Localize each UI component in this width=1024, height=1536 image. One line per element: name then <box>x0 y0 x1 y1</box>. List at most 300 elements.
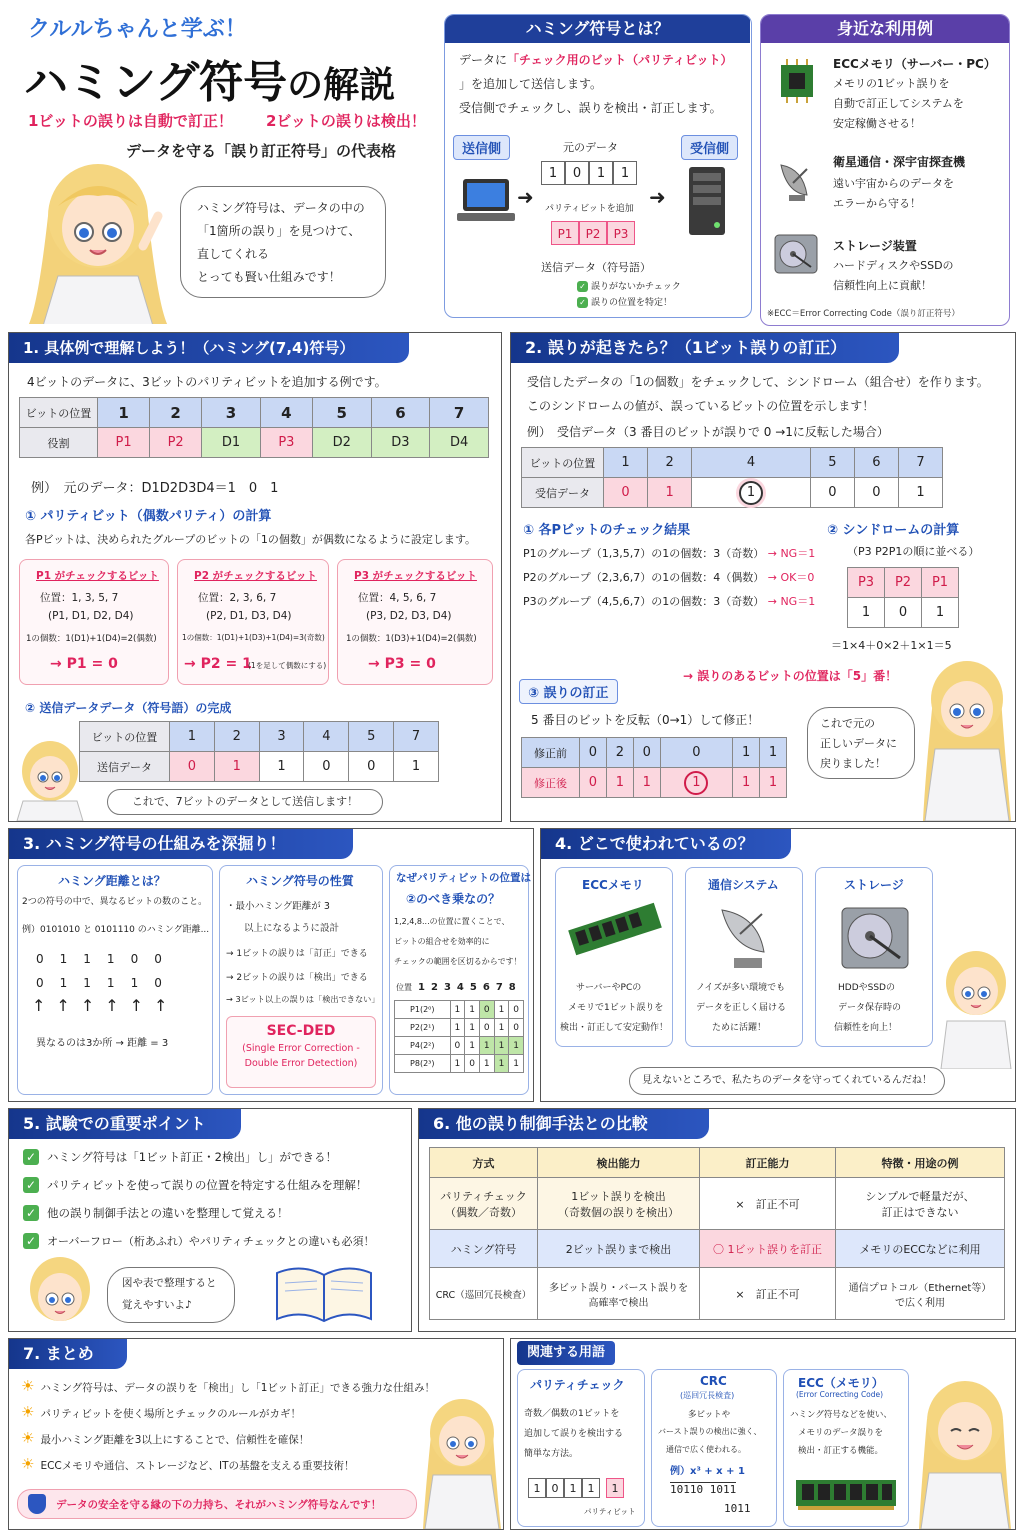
table-row <box>395 1037 524 1055</box>
parity-cell: P3 <box>607 221 635 245</box>
table-row <box>20 398 489 428</box>
fixed-bit: 1 <box>684 771 708 795</box>
table-cell: 1 <box>733 738 760 768</box>
table-cell: 0 <box>509 1019 524 1037</box>
section-6-header: 6. 他の誤り制御手法との比較 <box>419 1109 709 1139</box>
check-icon: ✓ <box>23 1177 39 1193</box>
character-illustration <box>421 1395 503 1529</box>
s2-desc-2: このシンドロームの値が、誤っているビットの位置を示します！ <box>527 399 875 413</box>
bit: 0 <box>36 952 44 966</box>
s1-sub1: ① パリティビット（偶数パリティ）の計算 <box>25 509 272 524</box>
correction-table <box>521 737 787 798</box>
card-desc: 検出・訂正して安定動作！ <box>560 1023 669 1033</box>
table-cell: 1 <box>494 1001 509 1019</box>
table-cell: 1 <box>465 1037 480 1055</box>
table-cell: 1 <box>98 398 150 428</box>
parity-card-p3 <box>337 559 493 685</box>
cell-line: で広く利用 <box>895 1297 945 1309</box>
character-illustration <box>919 659 1015 821</box>
pos: 5 <box>469 982 477 993</box>
up-arrows-icon: ↑↑↑↑↑↑ <box>32 996 179 1015</box>
card-desc: サーバーやPCの <box>576 983 642 993</box>
table-cell: 0 <box>660 738 732 768</box>
terms-header: 関連する用語 <box>517 1341 615 1365</box>
table-cell <box>538 1230 700 1268</box>
about-desc-1a: データに <box>459 53 508 67</box>
s2-example: 例） 受信データ（3 番目のビットが誤りで 0 →1に反転した場合） <box>527 425 889 439</box>
bubble-line: 図や表で整理すると <box>122 1277 217 1289</box>
table-cell: 0 <box>604 478 648 508</box>
exam-point <box>23 1177 367 1193</box>
column-header: 検出能力 <box>538 1148 700 1178</box>
card-title: P1 がチェックするビット <box>36 570 159 582</box>
card-sub: (Error Correcting Code) <box>796 1390 884 1399</box>
table-row <box>395 1055 524 1073</box>
table-cell: 0 <box>479 1019 494 1037</box>
card-desc: メモリのデータ誤りを <box>798 1428 884 1438</box>
bubble-line: これで元の <box>820 717 875 730</box>
s5-speech-bubble <box>107 1267 235 1323</box>
table-cell: P2 <box>885 568 922 598</box>
table-cell: 1 <box>259 752 304 782</box>
orig-data-label: 元のデータ <box>563 141 618 154</box>
card-result: → P1 = 0 <box>50 656 118 672</box>
table-cell: 2 <box>606 738 633 768</box>
power-of-two-card <box>389 865 532 1095</box>
table-cell: 5 <box>810 448 854 478</box>
use-item-desc: エラーから守る！ <box>833 197 921 210</box>
card-title: ECC（メモリ） <box>798 1376 884 1390</box>
sec-ded-sub: Double Error Detection) <box>244 1058 358 1069</box>
exam-point <box>23 1149 337 1165</box>
section-3-panel <box>8 828 534 1102</box>
table-cell: 1 <box>494 1019 509 1037</box>
s2-sub2-desc: （P3 P2P1の順に並べる） <box>847 545 980 558</box>
table-row <box>430 1178 1005 1230</box>
table-row-label: 送信データ <box>80 752 170 782</box>
sun-icon: ☀ <box>21 1403 35 1421</box>
card-desc: ために活躍！ <box>712 1023 767 1033</box>
table-row <box>80 752 439 782</box>
check-line <box>523 569 814 585</box>
use-card-comm <box>685 867 803 1047</box>
pos-label: 位置 <box>396 983 412 992</box>
card-desc: 追加して誤りを検出する <box>524 1429 624 1439</box>
summary-text: 最小ハミング距離を3以上にすることで、信頼性を確保！ <box>40 1434 310 1446</box>
card-desc: ハミング符号などを使い、 <box>790 1410 892 1420</box>
check-text: 誤りの位置を特定！ <box>591 298 673 308</box>
summary-footer <box>17 1489 417 1519</box>
use-item-desc: メモリの1ビット誤りを <box>833 77 950 90</box>
table-cell: D2 <box>312 428 371 458</box>
section-5-header: 5. 試験での重要ポイント <box>9 1109 241 1139</box>
exam-point-text: 他の誤り制御手法との違いを整理して覚える！ <box>47 1206 289 1220</box>
table-row-label: 受信データ <box>522 478 604 508</box>
table-cell: 0 <box>509 1001 524 1019</box>
title-panel <box>8 6 438 324</box>
cell-line: シンプルで軽量だが、 <box>865 1189 975 1203</box>
satellite-dish-icon <box>714 902 778 974</box>
section-1-header: 1. 具体例で理解しよう！（ハミング(7,4)符号） <box>9 333 409 363</box>
table-cell: 1 <box>170 722 215 752</box>
character-illustration <box>915 1379 1015 1529</box>
bubble-line: 「1箇所の誤り」を見つけて、 <box>197 224 361 238</box>
bubble-line: 正しいデータに <box>820 737 897 750</box>
table-row <box>522 738 787 768</box>
table-row-label: ビットの位置 <box>80 722 170 752</box>
use-item-desc: 信頼性向上に貢献！ <box>833 279 932 292</box>
use-item-desc: 遠い宇宙からのデータを <box>833 177 954 190</box>
table-row-label: ビットの位置 <box>20 398 98 428</box>
card-desc: チェックの範囲を区切るからです！ <box>394 957 522 966</box>
table-cell: D4 <box>430 428 489 458</box>
table-cell <box>430 1268 538 1320</box>
table-cell: 1 <box>509 1037 524 1055</box>
table-row <box>848 568 959 598</box>
card-title: なぜパリティビットの位置は <box>396 872 532 884</box>
table-cell: 1 <box>479 1037 494 1055</box>
cell-line: 1ビット誤りを検出 <box>571 1189 666 1203</box>
cell-line: 2ビット誤りまで検出 <box>565 1242 672 1256</box>
main-title-a: ハミング符号 <box>24 57 288 108</box>
table-cell: 0 <box>304 752 349 782</box>
s1-intro: 4ビットのデータに、3ビットのパリティビットを追加する例です。 <box>27 375 387 389</box>
bubble-line: 戻りました！ <box>820 757 886 770</box>
table-cell: 6 <box>371 398 430 428</box>
table-cell <box>700 1230 836 1268</box>
use-item-name: 衛星通信・深宇宙探査機 <box>833 155 966 169</box>
card-sub: (巡回冗長検査) <box>680 1391 735 1400</box>
open-book-icon <box>271 1259 377 1325</box>
table-cell: 1 <box>465 1001 480 1019</box>
card-pos: 位置：2, 3, 6, 7 <box>198 592 277 604</box>
section-6-panel <box>418 1108 1016 1332</box>
summary-item <box>21 1403 301 1421</box>
tagline-1: 1ビットの誤りは自動で訂正！ <box>28 112 233 130</box>
table-row <box>395 1019 524 1037</box>
table-cell: 5 <box>349 722 394 752</box>
section-2-panel <box>510 332 1016 822</box>
table-cell: 5 <box>312 398 371 428</box>
memory-module-icon <box>794 1474 898 1514</box>
term-card-crc <box>651 1369 777 1527</box>
table-cell: 0 <box>633 738 660 768</box>
use-card-ecc <box>555 867 673 1047</box>
tagline-2: 2ビットの誤りは検出！ <box>266 112 426 130</box>
card-pos: 位置：1, 3, 5, 7 <box>40 592 119 604</box>
card-desc: 2つの符号の中で、異なるビットの数のこと。 <box>22 897 208 907</box>
uses-note: ※ECC＝Error Correcting Code（誤り訂正符号） <box>767 309 960 319</box>
card-desc: 多ビットや <box>688 1410 731 1420</box>
table-cell: 4 <box>692 448 811 478</box>
cell-line: （偶数／奇数） <box>445 1205 522 1219</box>
table-row-label: 修正後 <box>522 768 580 798</box>
use-item-desc: 安定稼働させる！ <box>833 117 921 130</box>
pos: 4 <box>456 982 464 993</box>
table-cell: 0 <box>580 738 607 768</box>
bit: 1 <box>106 976 115 990</box>
section-5-panel <box>8 1108 412 1332</box>
section-7-panel <box>8 1338 504 1530</box>
check-result: → NG＝1 <box>767 595 816 608</box>
table-cell: 1 <box>494 1037 509 1055</box>
table-row <box>20 428 489 458</box>
table-cell: 1 <box>760 738 787 768</box>
laptop-icon <box>457 175 515 225</box>
pos: 7 <box>495 982 503 993</box>
section-4-header: 4. どこで使われているの？ <box>541 829 791 859</box>
about-panel <box>444 14 752 318</box>
summary-item <box>21 1429 309 1447</box>
pos: 8 <box>508 982 516 993</box>
arrow-right-icon: ➜ <box>517 185 534 209</box>
cell-line: 高確率で検出 <box>588 1297 649 1309</box>
table-cell: 0 <box>810 478 854 508</box>
s1-sub2: ② 送信データデータ（符号語）の完成 <box>25 701 232 715</box>
sec-ded-sub: (Single Error Correction - <box>242 1043 360 1054</box>
bit: 1 <box>59 952 68 966</box>
check-line-2 <box>577 295 672 308</box>
table-cell: 2 <box>214 722 259 752</box>
card-title: ECCメモリ <box>582 878 644 892</box>
hard-disk-icon <box>771 229 821 279</box>
card-desc: ノイズが多い環境でも <box>696 983 786 993</box>
card-pos: 位置：4, 5, 6, 7 <box>358 592 437 604</box>
table-cell: 1 <box>648 478 692 508</box>
about-desc-2: 受信側でチェックし、誤りを検出・訂正します。 <box>459 101 722 115</box>
check-icon: ✓ <box>23 1205 39 1221</box>
exam-point-text: ハミング符号は「1ビット訂正・2検出」し」ができる！ <box>47 1150 337 1164</box>
table-cell: 3 <box>259 722 304 752</box>
column-header: 特徴・用途の例 <box>836 1148 1005 1178</box>
table-row <box>522 768 787 798</box>
check-result: → NG＝1 <box>767 547 816 560</box>
table-cell: P1 <box>922 568 959 598</box>
parity-cell: P2 <box>579 221 607 245</box>
check-line <box>523 593 815 609</box>
card-desc: バースト誤りの検出に強く、 <box>658 1427 762 1436</box>
table-cell <box>538 1268 700 1320</box>
section-2-header: 2. 誤りが起きたら？（1ビット誤りの訂正） <box>511 333 899 363</box>
position-header <box>396 982 516 993</box>
character-illustration <box>937 949 1015 1069</box>
card-title: P3 がチェックするビット <box>354 570 477 582</box>
table-cell: 0 <box>854 478 898 508</box>
comparison-table <box>429 1147 1005 1320</box>
power-table <box>394 1000 524 1073</box>
parity-bits <box>551 221 635 245</box>
section-3-header: 3. ハミング符号の仕組みを深掘り！ <box>9 829 353 859</box>
table-cell: 7 <box>898 448 942 478</box>
table-cell: 0 <box>580 768 607 798</box>
check-icon: ✓ <box>23 1149 39 1165</box>
card-example: 例）0101010 と 0101110 のハミング距離... <box>22 925 210 935</box>
section-7-header: 7. まとめ <box>9 1339 127 1369</box>
table-cell-error <box>692 478 811 508</box>
summary-text: ECCメモリや通信、ストレージなど、ITの基盤を支える重要技術！ <box>40 1460 355 1472</box>
chip-icon <box>773 57 821 105</box>
card-title: ストレージ <box>844 878 904 892</box>
parity-card-p2 <box>177 559 329 685</box>
check-text: P3のグループ（4,5,6,7）の1の個数：3（奇数） <box>523 595 765 608</box>
bit-row-2 <box>36 976 162 990</box>
term-card-parity <box>517 1369 645 1527</box>
main-title <box>24 46 395 110</box>
table-cell: 1 <box>214 752 259 782</box>
use-item-desc: 自動で訂正してシステムを <box>833 97 964 110</box>
card-desc: データ保存時の <box>838 1003 902 1013</box>
table-cell: 0 <box>349 752 394 782</box>
prop-line: ・最小ハミング距離が 3 <box>226 901 330 912</box>
card-title: パリティチェック <box>530 1378 625 1392</box>
card-desc: 検出・訂正する機能。 <box>798 1446 884 1456</box>
s2-sub3: ③ 誤りの訂正 <box>519 679 618 704</box>
table-cell: 1 <box>848 598 885 628</box>
card-desc: 簡単な方法。 <box>524 1449 579 1459</box>
bit: 0 <box>154 976 162 990</box>
cell-line: CRC（巡回冗長検査） <box>435 1289 532 1301</box>
card-title: P2 がチェックするビット <box>194 570 317 582</box>
summary-text: ハミング符号は、データの誤りを「検出」し「1ビット訂正」できる強力な仕組み！ <box>40 1382 436 1394</box>
crc-example: 例）x³ + x + 1 <box>670 1466 745 1477</box>
table-row-label: P4(2²) <box>395 1037 451 1055</box>
received-data-table <box>521 447 943 508</box>
bubble-line: とっても賢い仕組みです！ <box>197 270 341 284</box>
error-bit: 1 <box>739 481 763 505</box>
exam-point-text: パリティビットを使って誤りの位置を特定する仕組みを理解！ <box>47 1178 368 1192</box>
use-item-name: ECCメモリ（サーバー・PC） <box>833 57 996 71</box>
card-title: ②のべき乗なの？ <box>406 892 501 906</box>
character-illustration <box>19 1255 101 1331</box>
table-cell: 4 <box>304 722 349 752</box>
card-count: 1の個数：1(D3)+1(D4)=2(偶数) <box>346 634 477 644</box>
table-cell: P1 <box>98 428 150 458</box>
table-cell: 1 <box>394 752 439 782</box>
card-desc: 奇数／偶数の1ビットを <box>524 1409 620 1419</box>
table-cell: 1 <box>509 1055 524 1073</box>
summary-item <box>21 1455 355 1473</box>
parity-card-p1 <box>19 559 169 685</box>
hamming-properties-card <box>219 865 383 1095</box>
section-4-panel <box>540 828 1016 1102</box>
bit-role-table <box>19 397 489 458</box>
table-row <box>848 598 959 628</box>
memory-module-icon <box>568 902 662 962</box>
sent-data-table <box>79 721 439 782</box>
card-result: → P2 = 1 <box>184 656 252 672</box>
card-title: ハミング符号の性質 <box>246 874 354 888</box>
bit: 1 <box>83 976 91 990</box>
card-title: CRC <box>700 1374 727 1388</box>
card-desc: HDDやSSDの <box>838 983 895 993</box>
card-desc: ビットの組合せを効率的に <box>394 937 490 946</box>
table-cell: P3 <box>260 428 312 458</box>
bubble-line: 直してくれる <box>197 247 270 261</box>
card-desc: データを正しく届ける <box>696 1003 787 1013</box>
table-cell: 1 <box>606 768 633 798</box>
card-bits: (P1, D1, D2, D4) <box>48 610 134 622</box>
receiver-label: 受信側 <box>681 135 738 160</box>
table-row <box>80 722 439 752</box>
table-cell: 1 <box>922 598 959 628</box>
check-icon: ✓ <box>23 1233 39 1249</box>
cell-line: パリティチェック <box>440 1189 527 1203</box>
table-cell: 0 <box>885 598 922 628</box>
card-title: ハミング距離とは？ <box>58 874 166 888</box>
satellite-dish-icon <box>773 155 821 203</box>
card-count: 1の個数：1(D1)+1(D4)=2(偶数) <box>26 634 157 644</box>
terms-panel <box>510 1338 1016 1530</box>
bit: 1 <box>130 976 139 990</box>
table-cell: P2 <box>150 428 202 458</box>
table-cell: D3 <box>371 428 430 458</box>
main-title-b: の解説 <box>287 65 396 106</box>
table-cell: 4 <box>260 398 312 428</box>
summary-text: パリティビットを使く場所とチェックのルールがカギ！ <box>40 1408 301 1420</box>
table-cell: 1 <box>479 1055 494 1073</box>
crc-row-2: 1011 <box>724 1502 751 1515</box>
s2-result: → 誤りのあるビットの位置は「5」番！ <box>683 669 898 683</box>
bit-cell: 1 <box>582 1478 600 1498</box>
bubble-line: ハミング符号は、データの中の <box>197 201 365 215</box>
s1-speech-bubble: これで、7ビットのデータとして送信します！ <box>107 789 383 815</box>
check-line-1 <box>577 279 681 292</box>
card-note: (1を足して偶数にする) <box>248 661 327 670</box>
table-row-label: ビットの位置 <box>522 448 604 478</box>
bit-cell: 1 <box>589 161 613 185</box>
footer-text: データの安全を守る縁の下の力持ち、それがハミング符号なんです！ <box>56 1499 382 1511</box>
bit-cell: 1 <box>613 161 637 185</box>
intro-speech-bubble <box>180 186 386 298</box>
prop-line: 以上になるように設計 <box>244 923 340 934</box>
use-card-storage <box>815 867 933 1047</box>
table-row-label: P8(2³) <box>395 1055 451 1073</box>
title-line1: クルルちゃんと学ぶ！ <box>28 17 247 42</box>
bubble-line: 覚えやすいよ♪ <box>122 1299 192 1311</box>
table-row <box>395 1001 524 1019</box>
about-header: ハミング符号とは？ <box>445 15 750 43</box>
card-desc: 通信で広く使われる。 <box>666 1445 746 1454</box>
s1-example: 例） 元のデータ：D1D2D3D4＝1 0 1 <box>31 481 279 496</box>
table-row-label: P1(2⁰) <box>395 1001 451 1019</box>
prop-line: → 3ビット以上の誤りは「検出できない」 <box>226 994 380 1004</box>
hard-disk-icon <box>838 902 912 974</box>
crc-row-1: 10110 1011 <box>670 1483 737 1496</box>
table-cell <box>836 1268 1005 1320</box>
bit-cell: 0 <box>565 161 589 185</box>
bit: 0 <box>130 952 139 966</box>
table-cell <box>430 1178 538 1230</box>
card-result: → P3 = 0 <box>368 656 436 672</box>
table-cell <box>700 1178 836 1230</box>
power-table-body <box>395 1001 524 1073</box>
bit: 1 <box>106 952 115 966</box>
s2-speech-bubble <box>807 707 915 779</box>
check-result: → OK＝0 <box>767 571 815 584</box>
character-illustration <box>18 156 178 324</box>
uses-panel <box>760 14 1010 326</box>
table-row <box>430 1268 1005 1320</box>
card-result: 異なるのは3か所 → 距離 = 3 <box>36 1038 169 1049</box>
cell-line: 通信プロトコル（Ethernet等） <box>848 1282 992 1294</box>
card-count: 1の個数：1(D1)+1(D3)+1(D4)=3(奇数) <box>182 633 325 642</box>
bit: 1 <box>83 952 91 966</box>
card-bits: (P3, D2, D3, D4) <box>366 610 452 622</box>
sun-icon: ☀ <box>21 1377 35 1395</box>
cell-line: メモリのECCなどに利用 <box>859 1242 981 1256</box>
syndrome-table <box>847 567 959 628</box>
table-cell: 1 <box>494 1055 509 1073</box>
